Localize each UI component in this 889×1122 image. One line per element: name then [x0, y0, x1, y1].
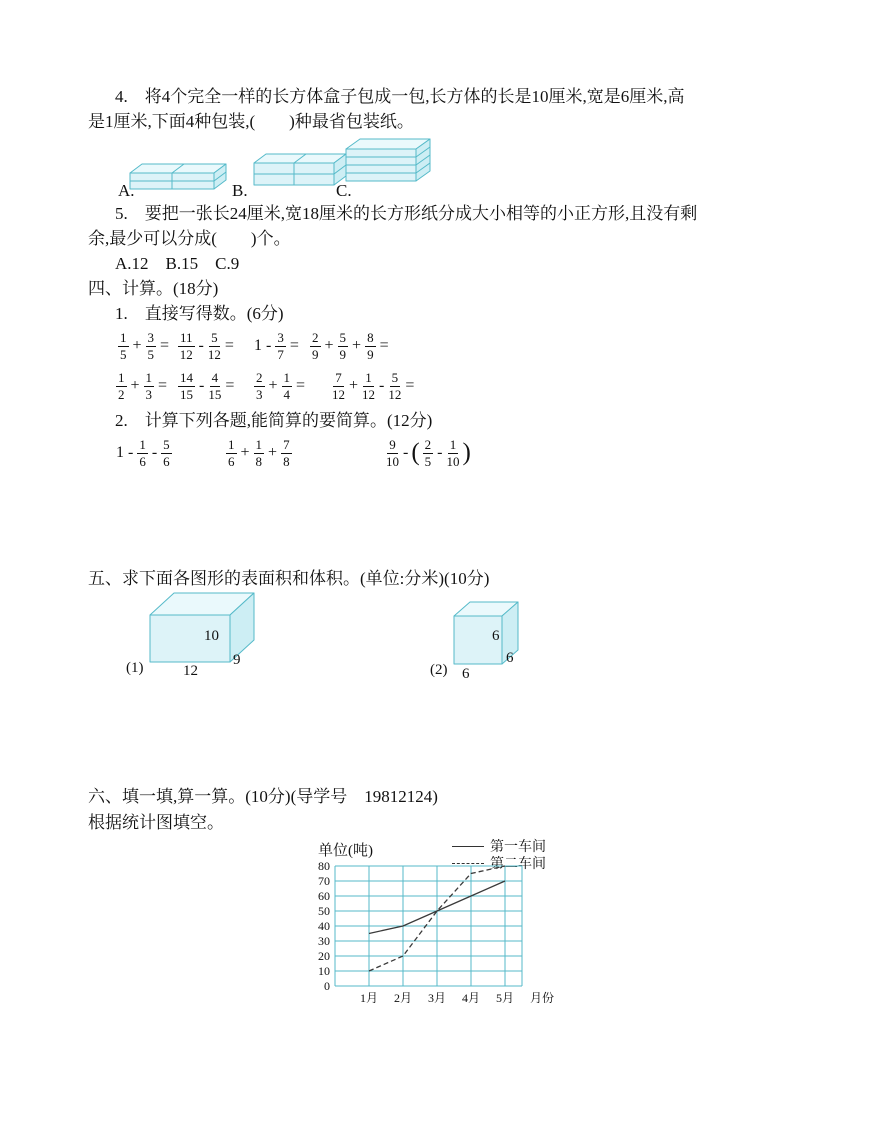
legend-label-workshop-2: 第二车间: [490, 857, 546, 872]
section-4-part-2-title: 2. 计算下列各题,能简算的要简算。(12分): [115, 411, 433, 430]
svg-text:50: 50: [318, 904, 330, 918]
section-6-title: 六、填一填,算一算。(10分)(导学号 19812124): [88, 787, 438, 806]
question-5-line-1: 5. 要把一张长24厘米,宽18厘米的长方形纸分成大小相等的小正方形,且没有剩: [115, 204, 698, 223]
section-4-part-1-title: 1. 直接写得数。(6分): [115, 304, 284, 323]
svg-text:0: 0: [324, 979, 330, 993]
cuboid-depth-dim: 9: [233, 652, 241, 668]
line-chart-svg: [305, 856, 575, 1021]
svg-text:30: 30: [318, 934, 330, 948]
question-5-line-2: 余,最少可以分成( )个。: [88, 229, 291, 248]
svg-text:70: 70: [318, 874, 330, 888]
chart-unit-label: 单位(吨): [318, 843, 373, 859]
cuboid-height-dim: 10: [204, 628, 219, 644]
simplify-problem-2: $\frac{1}{6}$ + $\frac{1}{8}$ + $\frac{7}{8}$: [228, 437, 290, 469]
cuboid-length-dim: 12: [183, 663, 198, 679]
package-option-a-figure: [128, 146, 228, 194]
cube-height-dim: 6: [492, 628, 500, 644]
simplify-problem-3: $\frac{9}{10}$ - ( $\frac{2}{5}$ - $\frac{1}{10}$ ): [386, 437, 471, 469]
svg-text:40: 40: [318, 919, 330, 933]
package-option-c-figure: [344, 130, 436, 190]
section-6-subtitle: 根据统计图填空。: [88, 813, 224, 832]
quick-calc-2: $\frac{11}{12}$ - $\frac{5}{12}$ =: [179, 330, 234, 362]
svg-text:60: 60: [318, 889, 330, 903]
figure-1-label: (1): [126, 660, 144, 676]
svg-text:80: 80: [318, 859, 330, 873]
svg-text:4月: 4月: [461, 991, 481, 1005]
question-5-options: A.12 B.15 C.9: [115, 254, 240, 273]
option-a-label: A.: [118, 181, 135, 200]
svg-text:10: 10: [318, 964, 330, 978]
option-b-label: B.: [232, 181, 248, 200]
legend-label-workshop-1: 第一车间: [490, 840, 546, 855]
svg-text:2月: 2月: [393, 991, 413, 1005]
svg-text:月份: 月份: [530, 991, 555, 1005]
quick-calc-1: $\frac{1}{5}$ + $\frac{3}{5}$ =: [120, 330, 170, 362]
quick-calc-6: $\frac{14}{15}$ - $\frac{4}{15}$ =: [180, 370, 235, 402]
question-4-line-1: 4. 将4个完全一样的长方体盒子包成一包,长方体的长是10厘米,宽是6厘米,高: [115, 87, 685, 106]
svg-text:20: 20: [318, 949, 330, 963]
svg-text:5月: 5月: [495, 991, 515, 1005]
section-4-title: 四、计算。(18分): [88, 279, 219, 298]
quick-calc-7: $\frac{2}{3}$ + $\frac{1}{4}$ =: [256, 370, 306, 402]
simplify-problem-1: 1 - $\frac{1}{6}$ - $\frac{5}{6}$: [116, 437, 170, 469]
figure-2-label: (2): [430, 662, 448, 678]
cube-depth-dim: 6: [506, 650, 514, 666]
option-c-label: C.: [336, 181, 352, 200]
section-5-title: 五、求下面各图形的表面积和体积。(单位:分米)(10分): [88, 569, 490, 588]
quick-calc-3: 1 - $\frac{3}{7}$ =: [254, 330, 299, 362]
cube-length-dim: 6: [462, 666, 470, 682]
legend-solid-line-icon: [452, 846, 484, 847]
svg-text:1月: 1月: [359, 991, 379, 1005]
quick-calc-8: $\frac{7}{12}$ + $\frac{1}{12}$ - $\frac{5}{12}$ =: [332, 370, 415, 402]
quick-calc-4: $\frac{2}{9}$ + $\frac{5}{9}$ + $\frac{8}{9}$ =: [312, 330, 389, 362]
question-4-line-2: 是1厘米,下面4种包装,( )种最省包装纸。: [88, 112, 414, 131]
quick-calc-5: $\frac{1}{2}$ + $\frac{1}{3}$ =: [118, 370, 168, 402]
svg-text:3月: 3月: [427, 991, 447, 1005]
